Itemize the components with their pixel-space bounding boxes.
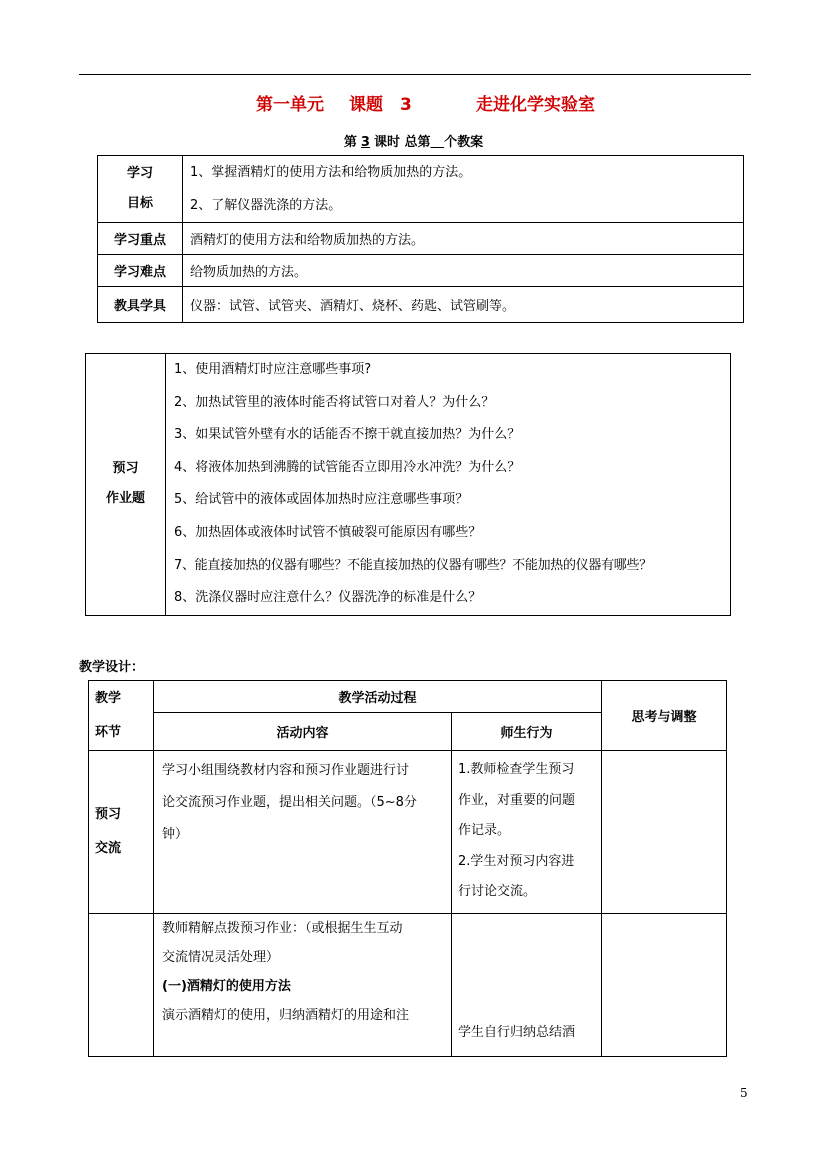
goal-item: 1、掌握酒精灯的使用方法和给物质加热的方法。 (190, 165, 472, 180)
tools-value: 仪器：试管、试管夹、酒精灯、烧杯、药匙、试管刷等。 (183, 287, 744, 323)
title-lesson: 课题 3 (349, 95, 412, 115)
alcohol-lamp-heading: (一)酒精灯的使用方法 (162, 979, 291, 994)
preview-question: 3、如果试管外壁有水的话能否不擦干就直接加热？为什么？ (174, 427, 521, 443)
design-row-preview (89, 751, 727, 914)
preview-question: 2、加热试管里的液体时能否将试管口对着人？为什么？ (174, 394, 495, 410)
title-topic: 走进化学实验室 (476, 95, 595, 115)
goals-label: 学习 目标 (98, 156, 183, 223)
focus-label: 学习重点 (98, 223, 183, 255)
subtitle-prefix: 第 (343, 135, 357, 150)
preview-table (85, 353, 731, 616)
teaching-design-label: 教学设计： (79, 660, 145, 675)
process-header: 教学活动过程 (154, 681, 602, 713)
goal-item: 2、了解仪器洗涤的方法。 (190, 198, 342, 213)
subtitle-period: 3 (360, 135, 370, 150)
design-row-explain (89, 914, 727, 1057)
page-title (0, 90, 827, 116)
preview-questions (166, 354, 731, 616)
preview-question: 7、能直接加热的仪器有哪些？不能直接加热的仪器有哪些？不能加热的仪器有哪些？ (174, 557, 652, 573)
preview-question: 8、洗涤仪器时应注意什么？仪器洗净的标准是什么？ (174, 590, 482, 606)
row1-reflect (602, 751, 727, 914)
difficulty-value: 给物质加热的方法。 (183, 255, 744, 287)
row2-stage (89, 914, 154, 1057)
row1-behavior: 1.教师检查学生预习 作业，对重要的问题 作记录。 2.学生对预习内容进 行讨论交流。 (452, 751, 602, 914)
preview-question: 6、加热固体或液体时试管不慎破裂可能原因有哪些？ (174, 524, 482, 540)
reflect-header: 思考与调整 (602, 681, 727, 751)
focus-row (98, 223, 744, 255)
subtitle-total-blank (431, 135, 445, 150)
info-table (97, 155, 744, 323)
preview-question: 4、将液体加热到沸腾的试管能否立即用冷水冲洗？为什么？ (174, 459, 521, 475)
focus-value: 酒精灯的使用方法和给物质加热的方法。 (183, 223, 744, 255)
row1-content: 学习小组围绕教材内容和预习作业题进行讨 论交流预习作业题，提出相关问题。（5~8分 钟） (154, 751, 452, 914)
row2-behavior: 学生自行归纳总结酒 (452, 914, 602, 1057)
header-rule (79, 74, 751, 75)
tools-row (98, 287, 744, 323)
page-number: 5 (740, 1086, 748, 1100)
row2-content: 教师精解点拨预习作业：（或根据生生互动 交流情况灵活处理） (一)酒精灯的使用方法 演示酒精灯的使用，归纳酒精灯的用途和注 (154, 914, 452, 1057)
preview-question: 1、使用酒精灯时应注意哪些事项? (174, 362, 372, 377)
subtitle-mid: 课时 总第 (373, 135, 431, 150)
goals-row (98, 156, 744, 223)
preview-label: 预习 作业题 (86, 354, 166, 616)
tools-label: 教具学具 (98, 287, 183, 323)
content-header: 活动内容 (154, 713, 452, 751)
subtitle-suffix: 个教案 (444, 135, 484, 150)
lesson-subtitle (0, 131, 827, 150)
title-unit: 第一单元 (256, 95, 324, 115)
row1-stage: 预习 交流 (89, 751, 154, 914)
goals-cell (183, 156, 744, 223)
difficulty-row (98, 255, 744, 287)
row2-reflect (602, 914, 727, 1057)
preview-question: 5、给试管中的液体或固体加热时应注意哪些事项？ (174, 492, 469, 508)
difficulty-label: 学习难点 (98, 255, 183, 287)
stage-header: 教学 环节 (89, 681, 154, 751)
behavior-header: 师生行为 (452, 713, 602, 751)
design-table (88, 680, 727, 1057)
